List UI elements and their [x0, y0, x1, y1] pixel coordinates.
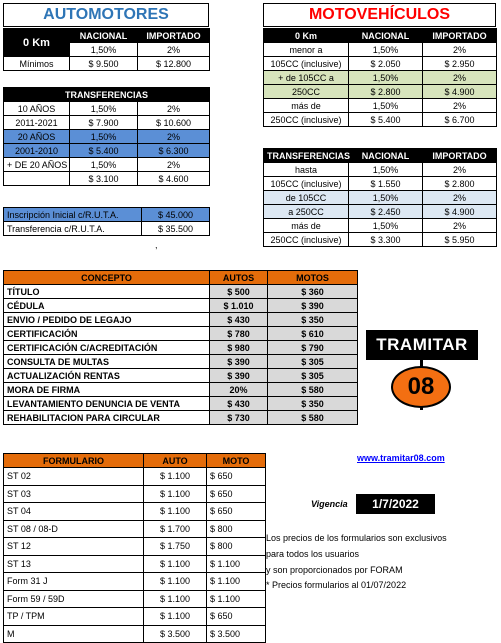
- concepto-auto: $ 390: [210, 355, 268, 369]
- table-row-cell: [4, 172, 70, 186]
- table-row: [4, 590, 266, 608]
- form-name: ST 08 / 08-D: [4, 520, 144, 538]
- table-row: [4, 411, 358, 425]
- form-auto: $ 1.100: [144, 573, 207, 591]
- table-row-cell: + DE 20 AÑOS: [4, 158, 70, 172]
- form-auto: $ 1.100: [144, 590, 207, 608]
- table-row: [4, 341, 358, 355]
- transferencias-title: TRANSFERENCIAS: [4, 88, 210, 102]
- table-row-cell: 105CC (inclusive): [264, 57, 349, 71]
- table-row-cell: 250CC: [264, 85, 349, 99]
- table-row-cell: más de: [264, 219, 349, 233]
- table-row-cell: $ 4.900: [423, 85, 497, 99]
- table-row-cell: $ 4.900: [423, 205, 497, 219]
- automotores-title: AUTOMOTORES: [3, 3, 209, 27]
- table-row-cell: hasta: [264, 163, 349, 177]
- table-row-cell: 2%: [423, 219, 497, 233]
- table-row-cell: $ 5.400: [70, 144, 138, 158]
- inscripcion-label: Inscripción Inicial c/R.U.T.A.: [4, 208, 142, 222]
- concepto-moto: $ 610: [268, 327, 358, 341]
- form-auto: $ 1.750: [144, 538, 207, 556]
- concepto-name: REHABILITACION PARA CIRCULAR: [4, 411, 210, 425]
- table-row-cell: $ 2.950: [423, 57, 497, 71]
- concepto-auto: $ 430: [210, 397, 268, 411]
- table-row-cell: 1,50%: [349, 219, 423, 233]
- table-row-cell: $ 2.450: [349, 205, 423, 219]
- logo-circle: 08: [391, 366, 451, 408]
- concepto-auto: $ 980: [210, 341, 268, 355]
- concepto-auto: $ 1.010: [210, 299, 268, 313]
- table-row: [4, 285, 358, 299]
- table-row-cell: $ 10.600: [138, 116, 210, 130]
- concepto-auto: 20%: [210, 383, 268, 397]
- website-link[interactable]: www.tramitar08.com: [357, 453, 445, 463]
- form-name: ST 12: [4, 538, 144, 556]
- table-row-cell: 1,50%: [70, 102, 138, 116]
- form-auto: $ 1.100: [144, 485, 207, 503]
- table-row-cell: $ 5.950: [423, 233, 497, 247]
- table-row-cell: más de: [264, 99, 349, 113]
- col-importado: IMPORTADO: [423, 149, 497, 163]
- table-row-cell: $ 1.550: [349, 177, 423, 191]
- table-row: [4, 485, 266, 503]
- col-moto: MOTO: [207, 454, 266, 468]
- concepto-moto: $ 350: [268, 313, 358, 327]
- table-row-cell: 1,50%: [70, 158, 138, 172]
- vigencia-label: Vigencia: [311, 499, 348, 509]
- note-line: Los precios de los formularios son exclusivos: [266, 533, 447, 543]
- table-row: [4, 355, 358, 369]
- transferencia-value: $ 35.500: [142, 222, 210, 236]
- pct-nacional: 1,50%: [70, 43, 138, 57]
- form-name: M: [4, 625, 144, 643]
- table-row-cell: 1,50%: [349, 43, 423, 57]
- col-importado: IMPORTADO: [138, 29, 210, 43]
- table-row-cell: $ 4.600: [138, 172, 210, 186]
- form-moto: $ 3.500: [207, 625, 266, 643]
- minimos-label: Mínimos: [4, 57, 70, 71]
- min-nacional: $ 9.500: [70, 57, 138, 71]
- table-row-cell: 2%: [423, 163, 497, 177]
- col-motos: MOTOS: [268, 271, 358, 285]
- form-name: Form 31 J: [4, 573, 144, 591]
- table-row-cell: de 105CC: [264, 191, 349, 205]
- table-row-cell: $ 5.400: [349, 113, 423, 127]
- table-row-cell: $ 3.100: [70, 172, 138, 186]
- table-row-cell: 1,50%: [70, 130, 138, 144]
- form-name: ST 04: [4, 503, 144, 521]
- table-row-cell: $ 2.050: [349, 57, 423, 71]
- form-name: Form 59 / 59D: [4, 590, 144, 608]
- tramitar-logo: [366, 330, 478, 412]
- form-moto: $ 650: [207, 608, 266, 626]
- form-moto: $ 1.100: [207, 573, 266, 591]
- concepto-auto: $ 390: [210, 369, 268, 383]
- form-name: ST 03: [4, 485, 144, 503]
- concepto-auto: $ 500: [210, 285, 268, 299]
- col-formulario: FORMULARIO: [4, 454, 144, 468]
- table-row-cell: $ 2.800: [423, 177, 497, 191]
- form-name: ST 02: [4, 468, 144, 486]
- concepto-name: LEVANTAMIENTO DENUNCIA DE VENTA: [4, 397, 210, 411]
- table-row-cell: 2%: [423, 191, 497, 205]
- form-moto: $ 650: [207, 468, 266, 486]
- col-nacional: NACIONAL: [349, 149, 423, 163]
- concepto-moto: $ 350: [268, 397, 358, 411]
- concepto-auto: $ 780: [210, 327, 268, 341]
- table-row-cell: 2001-2010: [4, 144, 70, 158]
- table-row: [4, 555, 266, 573]
- note-line: * Precios formularios al 01/07/2022: [266, 580, 407, 590]
- table-row-cell: $ 6.300: [138, 144, 210, 158]
- table-row-cell: 2%: [138, 102, 210, 116]
- table-row-cell: 10 AÑOS: [4, 102, 70, 116]
- form-name: TP / TPM: [4, 608, 144, 626]
- table-row-cell: 2%: [423, 99, 497, 113]
- transferencia-label: Transferencia c/R.U.T.A.: [4, 222, 142, 236]
- transferencias-motos-table: [263, 148, 496, 247]
- note-line: y son proporcionados por FORAM: [266, 565, 403, 575]
- table-row-cell: 2%: [423, 71, 497, 85]
- table-row-cell: 105CC (inclusive): [264, 177, 349, 191]
- form-name: ST 13: [4, 555, 144, 573]
- transferencias-autos-table: [3, 87, 209, 186]
- inscripcion-value: $ 45.000: [142, 208, 210, 222]
- table-row: [4, 397, 358, 411]
- concepto-name: CERTIFICACIÓN C/ACREDITACIÓN: [4, 341, 210, 355]
- table-row: [4, 520, 266, 538]
- min-importado: $ 12.800: [138, 57, 210, 71]
- table-row-cell: 2%: [138, 130, 210, 144]
- form-moto: $ 1.100: [207, 590, 266, 608]
- col-0km: 0 Km: [264, 29, 349, 43]
- zero-km-label: 0 Km: [4, 29, 70, 57]
- form-auto: $ 3.500: [144, 625, 207, 643]
- concepto-moto: $ 360: [268, 285, 358, 299]
- pct-importado: 2%: [138, 43, 210, 57]
- table-row-cell: 2%: [138, 158, 210, 172]
- form-moto: $ 800: [207, 538, 266, 556]
- table-row: [4, 313, 358, 327]
- automotores-table: [3, 28, 209, 71]
- concepto-auto: $ 430: [210, 313, 268, 327]
- table-row: [4, 503, 266, 521]
- table-row-cell: 1,50%: [349, 71, 423, 85]
- form-moto: $ 1.100: [207, 555, 266, 573]
- conceptos-table: [3, 270, 357, 425]
- concepto-name: TÍTULO: [4, 285, 210, 299]
- form-moto: $ 650: [207, 503, 266, 521]
- table-row: [4, 369, 358, 383]
- table-row-cell: $ 3.300: [349, 233, 423, 247]
- motovehiculos-title: MOTOVEHÍCULOS: [263, 3, 496, 27]
- concepto-name: ACTUALIZACIÓN RENTAS: [4, 369, 210, 383]
- col-nacional: NACIONAL: [70, 29, 138, 43]
- logo-text: TRAMITAR: [366, 330, 478, 360]
- concepto-moto: $ 580: [268, 411, 358, 425]
- note-line: para todos los usuarios: [266, 549, 360, 559]
- table-row-cell: 2011-2021: [4, 116, 70, 130]
- table-row-cell: a 250CC: [264, 205, 349, 219]
- vigencia-date: 1/7/2022: [356, 494, 435, 514]
- table-row-cell: 250CC (inclusive): [264, 233, 349, 247]
- concepto-moto: $ 305: [268, 369, 358, 383]
- table-row-cell: 1,50%: [349, 163, 423, 177]
- concepto-moto: $ 580: [268, 383, 358, 397]
- form-auto: $ 1.700: [144, 520, 207, 538]
- formularios-table: [3, 453, 265, 643]
- table-row-cell: 20 AÑOS: [4, 130, 70, 144]
- concepto-name: CONSULTA DE MULTAS: [4, 355, 210, 369]
- col-concepto: CONCEPTO: [4, 271, 210, 285]
- form-auto: $ 1.100: [144, 468, 207, 486]
- concepto-moto: $ 790: [268, 341, 358, 355]
- table-row-cell: + de 105CC a: [264, 71, 349, 85]
- concepto-name: MORA DE FIRMA: [4, 383, 210, 397]
- form-moto: $ 800: [207, 520, 266, 538]
- form-auto: $ 1.100: [144, 608, 207, 626]
- table-row: [4, 383, 358, 397]
- concepto-auto: $ 730: [210, 411, 268, 425]
- form-moto: $ 650: [207, 485, 266, 503]
- table-row-cell: $ 7.900: [70, 116, 138, 130]
- table-row: [4, 327, 358, 341]
- table-row-cell: 1,50%: [349, 191, 423, 205]
- table-row-cell: 2%: [423, 43, 497, 57]
- table-row-cell: $ 6.700: [423, 113, 497, 127]
- table-row: [4, 538, 266, 556]
- table-row: [4, 573, 266, 591]
- table-row-cell: $ 2.800: [349, 85, 423, 99]
- form-auto: $ 1.100: [144, 555, 207, 573]
- concepto-name: ENVIO / PEDIDO DE LEGAJO: [4, 313, 210, 327]
- col-importado: IMPORTADO: [423, 29, 497, 43]
- table-row-cell: 1,50%: [349, 99, 423, 113]
- table-row: [4, 608, 266, 626]
- col-autos: AUTOS: [210, 271, 268, 285]
- concepto-name: CERTIFICACIÓN: [4, 327, 210, 341]
- table-row: [4, 468, 266, 486]
- col-auto: AUTO: [144, 454, 207, 468]
- stray-comma: ,: [155, 240, 158, 250]
- col-nacional: NACIONAL: [349, 29, 423, 43]
- concepto-moto: $ 305: [268, 355, 358, 369]
- ruta-table: [3, 207, 209, 236]
- table-row-cell: menor a: [264, 43, 349, 57]
- col-transferencias: TRANSFERENCIAS: [264, 149, 349, 163]
- table-row: [4, 299, 358, 313]
- concepto-moto: $ 390: [268, 299, 358, 313]
- table-row: [4, 625, 266, 643]
- concepto-name: CÉDULA: [4, 299, 210, 313]
- form-auto: $ 1.100: [144, 503, 207, 521]
- motovehiculos-table: [263, 28, 496, 127]
- table-row-cell: 250CC (inclusive): [264, 113, 349, 127]
